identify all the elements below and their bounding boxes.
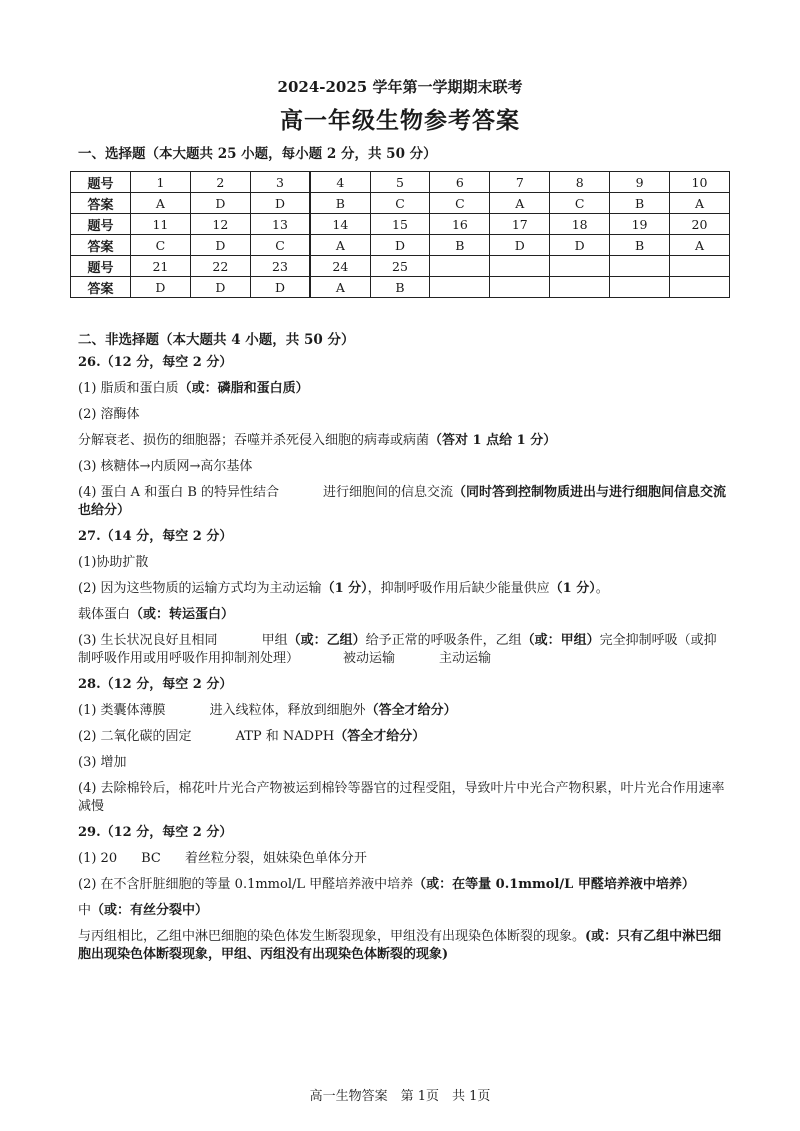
page-footer: 高一生物答案 第 1页 共 1页 bbox=[309, 1089, 491, 1104]
q29-l4a: 与丙组相比，乙组中淋巴细胞的染色体发生断裂现象，甲组没有出现染色体断裂的现象。 bbox=[78, 929, 586, 944]
q29-l3a: 中 bbox=[78, 903, 92, 918]
q29-answer-3 bbox=[78, 902, 728, 920]
answer-cell: D bbox=[190, 193, 250, 214]
section2-content bbox=[78, 354, 728, 972]
q27-l4e: （或：甲组） bbox=[521, 633, 600, 648]
question-number-cell: 5 bbox=[370, 172, 430, 193]
q27-l4g: 被动运输 bbox=[343, 651, 396, 666]
q29-l3-alt: （或：有丝分裂中） bbox=[91, 903, 209, 918]
q27-l4f: 完全抑制呼吸（或抑制呼吸作用或用呼吸作用抑制剂处理） bbox=[78, 633, 717, 666]
q26-l5-note: （同时答到控制物质进出与进行细胞间信息交流也给分） bbox=[78, 485, 727, 518]
question-number-cell: 7 bbox=[490, 172, 550, 193]
answer-label: 答案 bbox=[71, 193, 131, 214]
q27-answer-2b bbox=[78, 606, 728, 624]
q29-answer-1 bbox=[78, 850, 728, 868]
q29-l1c: 着丝粒分裂，姐妹染色单体分开 bbox=[184, 851, 367, 866]
q26-l5b: 进行细胞间的信息交流 bbox=[323, 485, 454, 500]
answer-cell: C bbox=[550, 193, 610, 214]
answer-row bbox=[71, 277, 730, 298]
question-number-cell: 19 bbox=[610, 214, 670, 235]
question-number-cell: 2 bbox=[190, 172, 250, 193]
question-number-cell: 4 bbox=[310, 172, 370, 193]
question-number-cell: 6 bbox=[430, 172, 490, 193]
q27-l4h: 主动运输 bbox=[439, 651, 492, 666]
q28-l1b: 进入线粒体，释放到细胞外 bbox=[209, 703, 366, 718]
q28-l2a: (2) 二氧化碳的固定 bbox=[78, 729, 192, 744]
document-title: 高一年级生物参考答案 bbox=[280, 107, 520, 134]
answer-cell: C bbox=[370, 193, 430, 214]
answer-cell: A bbox=[310, 235, 370, 256]
question-number-label: 题号 bbox=[71, 256, 131, 277]
question-number-cell: 21 bbox=[131, 256, 191, 277]
q28-answer-4: (4) 去除棉铃后，棉花叶片光合产物被运到棉铃等器官的过程受阻，导致叶片中光合产物积累，叶片光合作用速率减慢 bbox=[78, 781, 725, 814]
question-number-cell: 10 bbox=[670, 172, 730, 193]
q27-header: 27.（14 分，每空 2 分） bbox=[78, 529, 233, 544]
question-row bbox=[71, 172, 730, 193]
answer-label: 答案 bbox=[71, 277, 131, 298]
answer-cell: D bbox=[131, 277, 191, 298]
q26-l1-alt: （或：磷脂和蛋白质） bbox=[178, 381, 309, 396]
q26-answer-2: (2) 溶酶体 bbox=[78, 407, 140, 422]
q27-l4c: （或：乙组） bbox=[287, 633, 366, 648]
answer-cell bbox=[430, 277, 490, 298]
q27-l4d: 给予正常的呼吸条件，乙组 bbox=[365, 633, 522, 648]
answer-cell bbox=[670, 277, 730, 298]
q27-l4b: 甲组 bbox=[261, 633, 288, 648]
q28-l1a: (1) 类囊体薄膜 bbox=[78, 703, 166, 718]
answer-cell: D bbox=[190, 235, 250, 256]
answer-cell bbox=[550, 277, 610, 298]
answer-cell: A bbox=[310, 277, 370, 298]
q29-l4-alt: (或：只有乙组中淋巴细胞出现染色体断裂现象，甲组、丙组没有出现染色体断裂的现象) bbox=[78, 929, 722, 962]
question-number-cell bbox=[430, 256, 490, 277]
answer-cell: A bbox=[670, 193, 730, 214]
q28-header: 28.（12 分，每空 2 分） bbox=[78, 677, 233, 692]
question-number-cell bbox=[610, 256, 670, 277]
q26-answer-1 bbox=[78, 380, 728, 398]
q27-l4a: (3) 生长状况良好且相同 bbox=[78, 633, 218, 648]
q29-header: 29.（12 分，每空 2 分） bbox=[78, 825, 233, 840]
question-number-cell: 14 bbox=[310, 214, 370, 235]
question-number-cell: 9 bbox=[610, 172, 670, 193]
answer-cell: C bbox=[250, 235, 310, 256]
q26-l5a: (4) 蛋白 A 和蛋白 B 的特异性结合 bbox=[78, 485, 280, 500]
q29-l2-alt: （或：在等量 0.1mmol/L 甲醛培养液中培养） bbox=[413, 877, 695, 892]
answer-table bbox=[70, 171, 730, 298]
answer-cell: D bbox=[250, 277, 310, 298]
question-number-cell: 23 bbox=[250, 256, 310, 277]
answer-cell: C bbox=[430, 193, 490, 214]
question-number-cell bbox=[490, 256, 550, 277]
q29-answer-2 bbox=[78, 876, 728, 894]
answer-cell: B bbox=[430, 235, 490, 256]
q26-answer-3: (3) 核糖体→内质网→高尔基体 bbox=[78, 459, 253, 474]
question-number-cell: 18 bbox=[550, 214, 610, 235]
question-number-cell: 25 bbox=[370, 256, 430, 277]
q27-l2d: （1 分） bbox=[549, 581, 596, 596]
answer-cell: B bbox=[610, 193, 670, 214]
q29-l2a: (2) 在不含肝脏细胞的等量 0.1mmol/L 甲醛培养液中培养 bbox=[78, 877, 414, 892]
q27-answer-1: (1)协助扩散 bbox=[78, 555, 149, 570]
question-number-cell: 12 bbox=[190, 214, 250, 235]
q26-answer-2b bbox=[78, 432, 728, 450]
question-number-cell bbox=[550, 256, 610, 277]
q28-l2-note: （答全才给分） bbox=[334, 729, 426, 744]
question-number-cell bbox=[670, 256, 730, 277]
section1-title: 一、选择题（本大题共 25 小题，每小题 2 分，共 50 分） bbox=[78, 146, 437, 162]
q27-answer-2 bbox=[78, 580, 728, 598]
answer-cell: D bbox=[490, 235, 550, 256]
question-number-cell: 22 bbox=[190, 256, 250, 277]
question-number-cell: 24 bbox=[310, 256, 370, 277]
q29-l1a: (1) 20 bbox=[78, 851, 118, 866]
answer-cell: D bbox=[370, 235, 430, 256]
question-number-cell: 13 bbox=[250, 214, 310, 235]
q27-l2b: （1 分） bbox=[321, 581, 368, 596]
question-number-cell: 15 bbox=[370, 214, 430, 235]
answer-cell: A bbox=[131, 193, 191, 214]
answer-cell: D bbox=[550, 235, 610, 256]
q26-header: 26.（12 分，每空 2 分） bbox=[78, 355, 233, 370]
answer-cell: D bbox=[250, 193, 310, 214]
q27-l2a: (2) 因为这些物质的运输方式均为主动运输 bbox=[78, 581, 322, 596]
question-number-label: 题号 bbox=[71, 214, 131, 235]
q28-answer-3: (3) 增加 bbox=[78, 755, 127, 770]
answer-cell bbox=[610, 277, 670, 298]
answer-row bbox=[71, 193, 730, 214]
question-row bbox=[71, 214, 730, 235]
answer-row bbox=[71, 235, 730, 256]
answer-cell bbox=[490, 277, 550, 298]
q26-l1: (1) 脂质和蛋白质 bbox=[78, 381, 179, 396]
exam-title: 2024-2025 学年第一学期期末联考 bbox=[277, 78, 523, 96]
answer-label: 答案 bbox=[71, 235, 131, 256]
answer-cell: A bbox=[670, 235, 730, 256]
question-number-cell: 3 bbox=[250, 172, 310, 193]
q28-answer-1 bbox=[78, 702, 728, 720]
q27-l2e: 。 bbox=[595, 581, 609, 596]
q27-l3: 载体蛋白 bbox=[78, 607, 131, 622]
answer-cell: B bbox=[310, 193, 370, 214]
question-number-label: 题号 bbox=[71, 172, 131, 193]
question-number-cell: 1 bbox=[131, 172, 191, 193]
q26-answer-4 bbox=[78, 484, 728, 520]
section2-title: 二、非选择题（本大题共 4 小题，共 50 分） bbox=[78, 332, 355, 348]
question-number-cell: 17 bbox=[490, 214, 550, 235]
question-number-cell: 11 bbox=[131, 214, 191, 235]
q27-l2c: ，抑制呼吸作用后缺少能量供应 bbox=[367, 581, 550, 596]
question-number-cell: 8 bbox=[550, 172, 610, 193]
answer-cell: A bbox=[490, 193, 550, 214]
q27-answer-3 bbox=[78, 632, 728, 668]
answer-cell: B bbox=[370, 277, 430, 298]
answer-cell: B bbox=[610, 235, 670, 256]
question-number-cell: 16 bbox=[430, 214, 490, 235]
question-row bbox=[71, 256, 730, 277]
q29-l1b: BC bbox=[141, 851, 161, 866]
q29-answer-4 bbox=[78, 928, 728, 964]
question-number-cell: 20 bbox=[670, 214, 730, 235]
answer-cell: C bbox=[131, 235, 191, 256]
q27-l3-alt: （或：转运蛋白） bbox=[130, 607, 235, 622]
q28-l1-note: （答全才给分） bbox=[365, 703, 457, 718]
q26-l3-note: （答对 1 点给 1 分） bbox=[429, 433, 557, 448]
q28-l2b: ATP 和 NADPH bbox=[235, 729, 335, 744]
q26-l3: 分解衰老、损伤的细胞器；吞噬并杀死侵入细胞的病毒或病菌 bbox=[78, 433, 430, 448]
q28-answer-2 bbox=[78, 728, 728, 746]
answer-cell: D bbox=[190, 277, 250, 298]
